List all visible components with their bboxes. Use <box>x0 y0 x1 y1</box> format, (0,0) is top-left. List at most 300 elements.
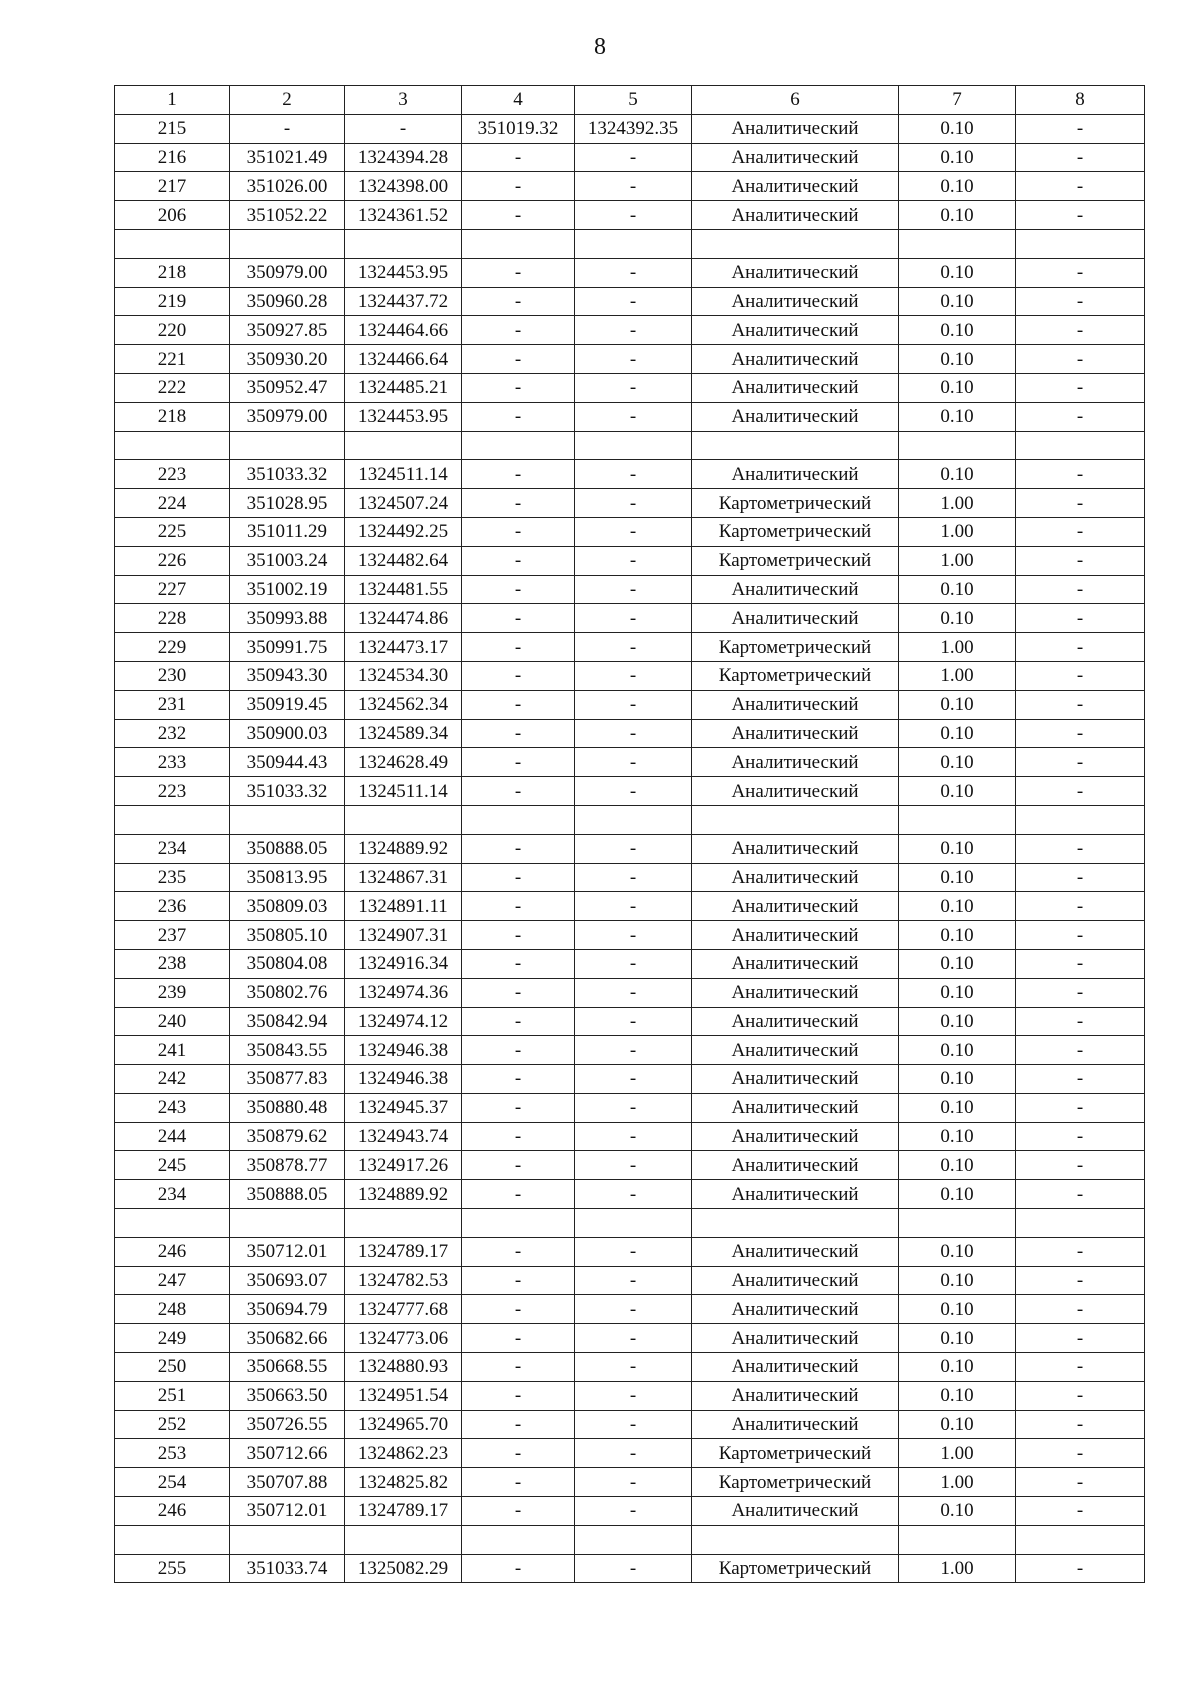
table-cell: 0.10 <box>899 143 1016 172</box>
separator-row <box>115 229 1145 258</box>
table-cell <box>115 229 230 258</box>
table-cell: 1.00 <box>899 1439 1016 1468</box>
table-cell: 1324965.70 <box>345 1410 462 1439</box>
table-cell: 1324825.82 <box>345 1468 462 1497</box>
table-row <box>115 489 1145 518</box>
table-cell: 1324789.17 <box>345 1497 462 1526</box>
table-cell: - <box>1016 1468 1145 1497</box>
table-cell: - <box>575 1093 692 1122</box>
table-cell: - <box>575 1468 692 1497</box>
table-cell: - <box>575 1065 692 1094</box>
table-cell: 250 <box>115 1353 230 1382</box>
table-cell: - <box>1016 777 1145 806</box>
table-cell: 218 <box>115 402 230 431</box>
table-cell: 0.10 <box>899 719 1016 748</box>
table-cell <box>1016 1525 1145 1554</box>
page-number: 8 <box>594 34 606 60</box>
table-row <box>115 1439 1145 1468</box>
table-cell: 351033.32 <box>230 777 345 806</box>
table-cell <box>1016 1209 1145 1238</box>
table-cell: Картометрический <box>692 661 899 690</box>
table-cell: 232 <box>115 719 230 748</box>
table-cell: 1.00 <box>899 633 1016 662</box>
table-row <box>115 114 1145 143</box>
table-cell: - <box>575 1266 692 1295</box>
table-cell: 1324946.38 <box>345 1065 462 1094</box>
table-cell: 350952.47 <box>230 373 345 402</box>
table-cell: 0.10 <box>899 172 1016 201</box>
table-cell: 0.10 <box>899 258 1016 287</box>
table-cell: 1324867.31 <box>345 863 462 892</box>
table-cell: 1.00 <box>899 546 1016 575</box>
table-cell: - <box>575 316 692 345</box>
table-cell: 1.00 <box>899 489 1016 518</box>
table-cell: - <box>1016 402 1145 431</box>
table-cell: - <box>1016 949 1145 978</box>
table-cell: - <box>1016 604 1145 633</box>
table-cell: 350668.55 <box>230 1353 345 1382</box>
table-cell: Картометрический <box>692 489 899 518</box>
table-cell: - <box>462 1093 575 1122</box>
table-row <box>115 1180 1145 1209</box>
table-cell: - <box>575 345 692 374</box>
table-cell: - <box>462 1410 575 1439</box>
table-cell: - <box>1016 114 1145 143</box>
table-cell: - <box>462 1554 575 1583</box>
table-cell: 1324777.68 <box>345 1295 462 1324</box>
table-cell <box>1016 229 1145 258</box>
table-cell: 350805.10 <box>230 921 345 950</box>
table-row <box>115 863 1145 892</box>
table-cell: 251 <box>115 1381 230 1410</box>
table-cell: - <box>575 921 692 950</box>
table-cell: - <box>1016 892 1145 921</box>
table-row <box>115 633 1145 662</box>
table-cell: - <box>575 575 692 604</box>
table-cell: 0.10 <box>899 1180 1016 1209</box>
table-cell <box>115 1209 230 1238</box>
table-cell: 350712.01 <box>230 1237 345 1266</box>
table-cell: 351019.32 <box>462 114 575 143</box>
table-row <box>115 1122 1145 1151</box>
table-cell: - <box>1016 1266 1145 1295</box>
table-cell: 238 <box>115 949 230 978</box>
table-cell: - <box>1016 1324 1145 1353</box>
table-cell: Картометрический <box>692 546 899 575</box>
table-cell: - <box>575 172 692 201</box>
table-cell: - <box>575 834 692 863</box>
table-cell: 245 <box>115 1151 230 1180</box>
table-cell <box>899 1209 1016 1238</box>
table-cell: Аналитический <box>692 1093 899 1122</box>
header-row <box>115 86 1145 115</box>
table-cell: 1324789.17 <box>345 1237 462 1266</box>
table-cell: - <box>1016 978 1145 1007</box>
table-cell: 350993.88 <box>230 604 345 633</box>
table-cell: - <box>575 402 692 431</box>
table-cell: - <box>1016 1410 1145 1439</box>
table-cell: - <box>1016 1497 1145 1526</box>
table-cell: 350979.00 <box>230 258 345 287</box>
table-cell: - <box>462 1237 575 1266</box>
table-cell: 1.00 <box>899 1554 1016 1583</box>
table-cell: 351033.32 <box>230 460 345 489</box>
table-cell: 0.10 <box>899 978 1016 1007</box>
table-row <box>115 373 1145 402</box>
table-cell: - <box>462 402 575 431</box>
table-cell: - <box>462 1180 575 1209</box>
table-row <box>115 1381 1145 1410</box>
table-cell <box>899 805 1016 834</box>
table-cell <box>575 805 692 834</box>
table-cell: 246 <box>115 1497 230 1526</box>
table-cell: - <box>462 949 575 978</box>
table-cell: 215 <box>115 114 230 143</box>
table-cell: Аналитический <box>692 1410 899 1439</box>
table-cell: 223 <box>115 460 230 489</box>
table-row <box>115 949 1145 978</box>
table-cell: - <box>575 373 692 402</box>
table-cell: - <box>462 143 575 172</box>
table-row <box>115 777 1145 806</box>
table-cell: 0.10 <box>899 1497 1016 1526</box>
table-row <box>115 258 1145 287</box>
table-cell: - <box>1016 1007 1145 1036</box>
table-cell: 227 <box>115 575 230 604</box>
table-row <box>115 748 1145 777</box>
table-cell: 252 <box>115 1410 230 1439</box>
table-cell: 0.10 <box>899 748 1016 777</box>
table-cell: - <box>575 258 692 287</box>
table-cell <box>345 229 462 258</box>
table-row <box>115 1237 1145 1266</box>
table-cell: 219 <box>115 287 230 316</box>
table-cell <box>462 1525 575 1554</box>
table-cell: 0.10 <box>899 690 1016 719</box>
table-cell: 243 <box>115 1093 230 1122</box>
table-cell: - <box>462 834 575 863</box>
table-cell: Картометрический <box>692 1439 899 1468</box>
table-row <box>115 1353 1145 1382</box>
table-cell: Аналитический <box>692 1007 899 1036</box>
table-cell: - <box>462 546 575 575</box>
table-cell: 1324943.74 <box>345 1122 462 1151</box>
table-cell: - <box>462 633 575 662</box>
table-cell: - <box>462 748 575 777</box>
table-cell: 0.10 <box>899 114 1016 143</box>
table-cell: 350813.95 <box>230 863 345 892</box>
table-cell: 226 <box>115 546 230 575</box>
table-cell: 350900.03 <box>230 719 345 748</box>
table-cell: - <box>1016 1554 1145 1583</box>
table-cell: Аналитический <box>692 690 899 719</box>
table-cell <box>230 229 345 258</box>
table-cell: 1324880.93 <box>345 1353 462 1382</box>
table-cell: - <box>462 575 575 604</box>
table-cell: 1324473.17 <box>345 633 462 662</box>
table-cell: Аналитический <box>692 1381 899 1410</box>
table-cell: 350888.05 <box>230 834 345 863</box>
table-cell <box>345 1525 462 1554</box>
table-cell: - <box>575 661 692 690</box>
table-cell: 237 <box>115 921 230 950</box>
table-cell: - <box>462 1381 575 1410</box>
table-cell: 0.10 <box>899 1266 1016 1295</box>
table-cell: 351052.22 <box>230 201 345 230</box>
table-cell: - <box>575 1295 692 1324</box>
header-cell: 2 <box>230 86 345 115</box>
table-cell: Аналитический <box>692 1151 899 1180</box>
table-cell <box>899 431 1016 460</box>
table-cell: Аналитический <box>692 1122 899 1151</box>
table-cell: - <box>575 1036 692 1065</box>
table-cell: 350888.05 <box>230 1180 345 1209</box>
table-cell: - <box>575 489 692 518</box>
table-cell: Аналитический <box>692 1036 899 1065</box>
table-cell: - <box>462 316 575 345</box>
table-cell: - <box>462 1122 575 1151</box>
table-cell: - <box>462 1468 575 1497</box>
table-cell: - <box>462 604 575 633</box>
table-cell: - <box>1016 1122 1145 1151</box>
table-cell: - <box>462 863 575 892</box>
table-cell: 1324891.11 <box>345 892 462 921</box>
table-cell: - <box>575 892 692 921</box>
table-cell: 350726.55 <box>230 1410 345 1439</box>
table-row <box>115 1036 1145 1065</box>
table-cell: 350878.77 <box>230 1151 345 1180</box>
table-body <box>115 114 1145 1583</box>
table-cell <box>1016 805 1145 834</box>
table-cell: 350694.79 <box>230 1295 345 1324</box>
table-cell: 0.10 <box>899 777 1016 806</box>
table-cell: 217 <box>115 172 230 201</box>
table-cell: 0.10 <box>899 287 1016 316</box>
table-cell: Аналитический <box>692 748 899 777</box>
table-cell: - <box>575 690 692 719</box>
table-cell: Аналитический <box>692 373 899 402</box>
table-row <box>115 1007 1145 1036</box>
table-cell: 242 <box>115 1065 230 1094</box>
table-row <box>115 1497 1145 1526</box>
table-cell <box>230 805 345 834</box>
table-cell <box>230 1525 345 1554</box>
table-cell: 350712.01 <box>230 1497 345 1526</box>
table-row <box>115 172 1145 201</box>
table-cell: - <box>462 373 575 402</box>
table-cell: 350991.75 <box>230 633 345 662</box>
table-cell: - <box>1016 201 1145 230</box>
table-cell: - <box>575 1439 692 1468</box>
table-cell: - <box>575 1237 692 1266</box>
table-row <box>115 316 1145 345</box>
table-cell: 350693.07 <box>230 1266 345 1295</box>
table-cell: Аналитический <box>692 921 899 950</box>
table-cell: - <box>1016 921 1145 950</box>
table-row <box>115 1151 1145 1180</box>
table-cell: Аналитический <box>692 978 899 1007</box>
table-cell: 216 <box>115 143 230 172</box>
table-cell: - <box>575 604 692 633</box>
table-cell: 240 <box>115 1007 230 1036</box>
table-cell: 0.10 <box>899 201 1016 230</box>
table-row <box>115 402 1145 431</box>
table-cell: Аналитический <box>692 1266 899 1295</box>
table-cell: 247 <box>115 1266 230 1295</box>
table-cell: - <box>575 978 692 1007</box>
table-row <box>115 575 1145 604</box>
table-cell: 231 <box>115 690 230 719</box>
table-cell: 1324862.23 <box>345 1439 462 1468</box>
table-cell: Аналитический <box>692 1065 899 1094</box>
table-cell: Аналитический <box>692 1237 899 1266</box>
table-cell: - <box>462 1497 575 1526</box>
table-cell: 255 <box>115 1554 230 1583</box>
table-cell: - <box>462 1295 575 1324</box>
table-cell: 1324628.49 <box>345 748 462 777</box>
table-cell: 1324534.30 <box>345 661 462 690</box>
table-cell: Картометрический <box>692 633 899 662</box>
table-cell: 1324889.92 <box>345 834 462 863</box>
separator-row <box>115 431 1145 460</box>
table-cell: 0.10 <box>899 1353 1016 1382</box>
table-cell <box>115 1525 230 1554</box>
table-cell: 0.10 <box>899 863 1016 892</box>
table-row <box>115 1324 1145 1353</box>
table-cell: - <box>575 1151 692 1180</box>
table-cell: 1324482.64 <box>345 546 462 575</box>
table-cell <box>692 229 899 258</box>
table-cell: 350879.62 <box>230 1122 345 1151</box>
table-cell: - <box>462 1007 575 1036</box>
table-cell: - <box>1016 143 1145 172</box>
table-cell: 1324945.37 <box>345 1093 462 1122</box>
table-cell: - <box>1016 575 1145 604</box>
table-cell <box>462 229 575 258</box>
table-cell: 0.10 <box>899 949 1016 978</box>
table-cell: Аналитический <box>692 402 899 431</box>
table-cell: 1324464.66 <box>345 316 462 345</box>
table-cell: 0.10 <box>899 1237 1016 1266</box>
table-row <box>115 517 1145 546</box>
table-cell: 222 <box>115 373 230 402</box>
table-cell: - <box>575 1554 692 1583</box>
table-row <box>115 345 1145 374</box>
table-cell: 0.10 <box>899 1151 1016 1180</box>
table-cell: 0.10 <box>899 1065 1016 1094</box>
table-cell <box>899 229 1016 258</box>
table-cell <box>575 1525 692 1554</box>
table-cell: 0.10 <box>899 402 1016 431</box>
table-cell: 1324394.28 <box>345 143 462 172</box>
table-cell: - <box>1016 1065 1145 1094</box>
table-row <box>115 287 1145 316</box>
header-cell: 6 <box>692 86 899 115</box>
table-cell: 1324511.14 <box>345 777 462 806</box>
table-cell: Аналитический <box>692 1180 899 1209</box>
table-cell: - <box>1016 316 1145 345</box>
table-cell: 1.00 <box>899 1468 1016 1497</box>
table-cell: Аналитический <box>692 863 899 892</box>
table-cell: - <box>575 143 692 172</box>
table-row <box>115 978 1145 1007</box>
table-cell: - <box>462 258 575 287</box>
table-cell: 239 <box>115 978 230 1007</box>
table-cell: 228 <box>115 604 230 633</box>
table-cell: 235 <box>115 863 230 892</box>
table-cell: 1324437.72 <box>345 287 462 316</box>
table-cell: - <box>575 748 692 777</box>
table-cell: Картометрический <box>692 1468 899 1497</box>
table-cell: 350802.76 <box>230 978 345 1007</box>
table-cell: 1.00 <box>899 661 1016 690</box>
table-cell: 1324951.54 <box>345 1381 462 1410</box>
table-cell: - <box>1016 460 1145 489</box>
table-cell: 0.10 <box>899 316 1016 345</box>
table-cell <box>462 1209 575 1238</box>
table-cell: - <box>575 1381 692 1410</box>
table-cell: - <box>462 287 575 316</box>
table-cell: 350943.30 <box>230 661 345 690</box>
table-cell: 350663.50 <box>230 1381 345 1410</box>
table-cell <box>345 805 462 834</box>
table-row <box>115 661 1145 690</box>
table-cell <box>345 1209 462 1238</box>
table-cell: - <box>462 489 575 518</box>
table-cell: - <box>575 949 692 978</box>
table-cell: - <box>575 201 692 230</box>
table-cell: - <box>462 1065 575 1094</box>
table-cell: 351028.95 <box>230 489 345 518</box>
table-cell: 223 <box>115 777 230 806</box>
table-cell: - <box>230 114 345 143</box>
table-cell: Аналитический <box>692 719 899 748</box>
table-cell: Аналитический <box>692 1353 899 1382</box>
table-cell: - <box>575 517 692 546</box>
table-cell: 1324889.92 <box>345 1180 462 1209</box>
table-cell: Аналитический <box>692 287 899 316</box>
table-cell: - <box>575 1007 692 1036</box>
table-cell: 350919.45 <box>230 690 345 719</box>
table-cell: 350877.83 <box>230 1065 345 1094</box>
table-cell: - <box>462 1324 575 1353</box>
table-cell: 246 <box>115 1237 230 1266</box>
table-cell: Картометрический <box>692 1554 899 1583</box>
table-cell: 0.10 <box>899 1410 1016 1439</box>
table-cell: 241 <box>115 1036 230 1065</box>
table-cell: - <box>1016 1093 1145 1122</box>
table-cell: 206 <box>115 201 230 230</box>
table-cell: 351003.24 <box>230 546 345 575</box>
table-cell: 1324392.35 <box>575 114 692 143</box>
table-cell: 244 <box>115 1122 230 1151</box>
table-cell: 218 <box>115 258 230 287</box>
table-row <box>115 143 1145 172</box>
table-header <box>115 86 1145 115</box>
table-row <box>115 719 1145 748</box>
table-cell: Аналитический <box>692 1324 899 1353</box>
table-cell: 225 <box>115 517 230 546</box>
table-cell: - <box>462 172 575 201</box>
table-cell: - <box>1016 1151 1145 1180</box>
table-cell: 351011.29 <box>230 517 345 546</box>
table-cell: - <box>1016 546 1145 575</box>
table-cell: 350930.20 <box>230 345 345 374</box>
table-cell: 229 <box>115 633 230 662</box>
table-cell: - <box>462 921 575 950</box>
table-cell: 0.10 <box>899 1324 1016 1353</box>
table-cell <box>1016 431 1145 460</box>
